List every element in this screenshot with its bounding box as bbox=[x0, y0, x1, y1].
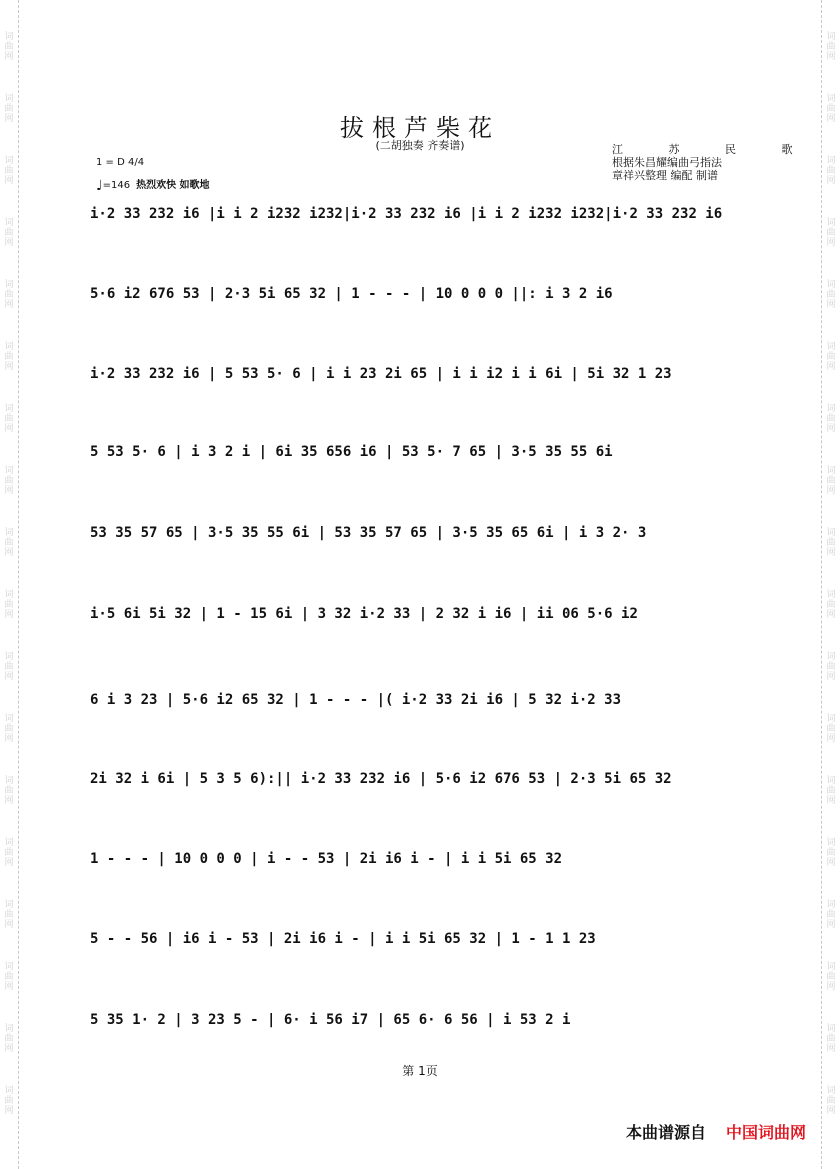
watermark-text: 词曲网 bbox=[826, 404, 836, 434]
right-margin-watermark bbox=[821, 0, 840, 1169]
staff-line bbox=[88, 686, 748, 715]
notation-text: 5·6 i2 676 53 | 2·3 5i 65 32 | 1 - - - | 10 0 0 0 ||: i 3 2 i6 bbox=[90, 286, 613, 302]
source-label: 本曲谱源自 bbox=[625, 1123, 706, 1142]
notation-text: 1 - - - | 10 0 0 0 | i - - 53 | 2i i6 i - | i i 5i 65 32 bbox=[90, 851, 563, 867]
watermark-text: 词曲网 bbox=[4, 900, 14, 930]
staff-line bbox=[88, 1006, 748, 1035]
watermark-text: 词曲网 bbox=[4, 94, 14, 124]
tempo-value: =146 bbox=[102, 180, 131, 191]
watermark-text: 词曲网 bbox=[4, 342, 14, 372]
watermark-text: 词曲网 bbox=[4, 280, 14, 310]
notation-text: 5 53 5· 6 | i 3 2 i | 6i 35 656 i6 | 53 5· 7 65 | 3·5 35 55 6i bbox=[90, 444, 613, 460]
source-footer bbox=[626, 1120, 806, 1143]
watermark-text: 词曲网 bbox=[826, 218, 836, 248]
watermark-text: 词曲网 bbox=[826, 156, 836, 186]
watermark-text: 词曲网 bbox=[826, 94, 836, 124]
watermark-text: 词曲网 bbox=[4, 714, 14, 744]
watermark-text: 词曲网 bbox=[826, 590, 836, 620]
notation-text: i·2 33 232 i6 |i i 2 i232 i232|i·2 33 232 i6 |i i 2 i232 i232|i·2 33 232 i6 bbox=[90, 206, 723, 222]
notation-text: i·2 33 232 i6 | 5 53 5· 6 | i i 23 2i 65 | i i i2 i i 6i | 5i 32 1 23 bbox=[90, 366, 672, 382]
watermark-text: 词曲网 bbox=[4, 528, 14, 558]
watermark-text: 词曲网 bbox=[826, 528, 836, 558]
tempo-marking bbox=[96, 176, 210, 194]
notation-text: 5 35 1· 2 | 3 23 5 - | 6· i 56 i7 | 65 6· 6 56 | i 53 2 i bbox=[90, 1012, 571, 1028]
notation-text: i·5 6i 5i 32 | 1 - 15 6i | 3 32 i·2 33 | 2 32 i i6 | ii 06 5·6 i2 bbox=[90, 606, 638, 622]
expression-text: 热烈欢快 如歌地 bbox=[136, 180, 210, 191]
watermark-text: 词曲网 bbox=[826, 962, 836, 992]
credit-origin: 江 苏 民 歌 bbox=[612, 143, 814, 156]
watermark-text: 词曲网 bbox=[826, 1024, 836, 1054]
watermark-text: 词曲网 bbox=[826, 32, 836, 62]
watermark-text: 词曲网 bbox=[4, 1024, 14, 1054]
source-site-link[interactable]: 中国词曲网 bbox=[725, 1123, 806, 1142]
notation-text: 6 i 3 23 | 5·6 i2 65 32 | 1 - - - |( i·2 33 2i i6 | 5 32 i·2 33 bbox=[90, 692, 622, 708]
song-title: 拔根芦柴花 bbox=[340, 114, 500, 142]
staff-line bbox=[88, 600, 748, 629]
notation-text: 53 35 57 65 | 3·5 35 55 6i | 53 35 57 65 | 3·5 35 65 6i | i 3 2· 3 bbox=[90, 525, 647, 541]
staff-line bbox=[88, 925, 748, 954]
staff-line bbox=[88, 519, 748, 548]
credit-editor: 章祥兴整理 编配 制谱 bbox=[612, 169, 718, 182]
watermark-text: 词曲网 bbox=[4, 218, 14, 248]
watermark-text: 词曲网 bbox=[4, 466, 14, 496]
staff-line bbox=[88, 280, 748, 309]
watermark-text: 词曲网 bbox=[4, 962, 14, 992]
watermark-text: 词曲网 bbox=[4, 590, 14, 620]
watermark-text: 词曲网 bbox=[4, 1086, 14, 1116]
watermark-text: 词曲网 bbox=[4, 32, 14, 62]
watermark-text: 词曲网 bbox=[826, 714, 836, 744]
watermark-text: 词曲网 bbox=[826, 466, 836, 496]
watermark-text: 词曲网 bbox=[4, 776, 14, 806]
notation-text: 2i 32 i 6i | 5 3 5 6):|| i·2 33 232 i6 | 5·6 i2 676 53 | 2·3 5i 65 32 bbox=[90, 771, 672, 787]
watermark-text: 词曲网 bbox=[826, 776, 836, 806]
watermark-text: 词曲网 bbox=[4, 652, 14, 682]
credit-arrangement: 根据朱昌耀编曲弓指法 bbox=[612, 156, 722, 169]
staff-line bbox=[88, 200, 748, 229]
watermark-text: 词曲网 bbox=[826, 1086, 836, 1116]
watermark-text: 词曲网 bbox=[826, 280, 836, 310]
notation-text: 5 - - 56 | i6 i - 53 | 2i i6 i - | i i 5i 65 32 | 1 - 1 1 23 bbox=[90, 931, 596, 947]
page-number: 第 1页 bbox=[402, 1064, 438, 1078]
watermark-text: 词曲网 bbox=[826, 342, 836, 372]
key-signature: 1 = D 4/4 bbox=[96, 157, 145, 168]
watermark-text: 词曲网 bbox=[826, 838, 836, 868]
watermark-text: 词曲网 bbox=[4, 156, 14, 186]
staff-line bbox=[88, 438, 748, 467]
watermark-text: 词曲网 bbox=[4, 404, 14, 434]
watermark-text: 词曲网 bbox=[826, 900, 836, 930]
watermark-text: 词曲网 bbox=[826, 652, 836, 682]
left-margin-watermark bbox=[0, 0, 19, 1169]
quarter-note-icon: ♩ bbox=[96, 178, 103, 194]
watermark-text: 词曲网 bbox=[4, 838, 14, 868]
song-subtitle: (二胡独奏 齐奏谱) bbox=[375, 139, 465, 152]
credits-block bbox=[612, 143, 814, 182]
staff-line bbox=[88, 845, 748, 874]
staff-line bbox=[88, 765, 748, 794]
staff-line bbox=[88, 360, 748, 389]
